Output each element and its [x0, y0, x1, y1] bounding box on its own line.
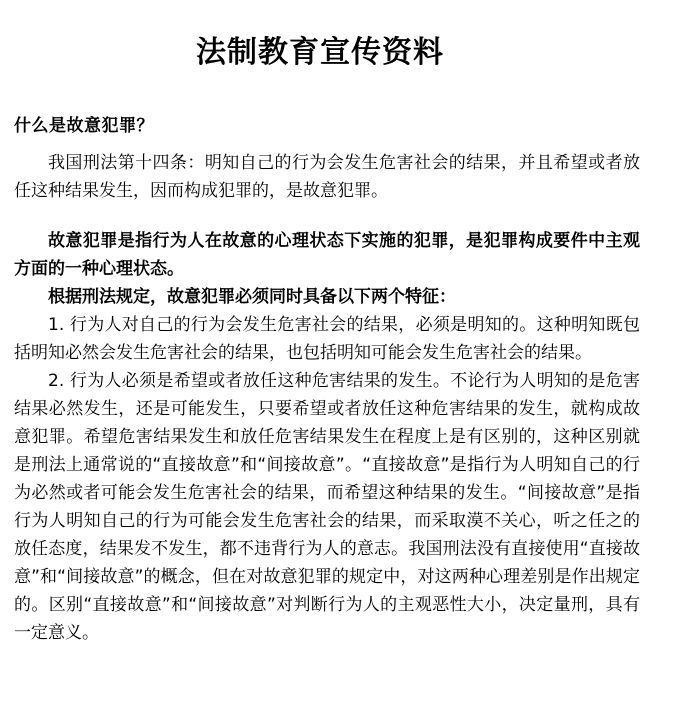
- paragraph-conditions-lead: 根据刑法规定，故意犯罪必须同时具备以下两个特征：: [48, 287, 456, 307]
- paragraph-feature-2: 2. 行为人必须是希望或者放任这种危害结果的发生。不论行为人明知的是危害结果必然发生，还是可能发生，只要希望或者放任这种危害结果的发生，就构成故意犯罪。希望危害结果发生和放任危害结果发生在程度上是有区别的，这种区别就是刑法上通常说的“直接故意”和“间接故意”。“直接故意”是指行为人明知自己的行为必然或者可能会发生危害社会的结果，而希望这种结果的发生。“间接故意”是指行为人明知自己的行为可能会发生危害社会的结果，而采取漠不关心，听之任之的放任态度，结果发不发生，都不违背行为人的意志。我国刑法没有直接使用“直接故意”和“间接故意”的概念，但在对故意犯罪的规定中，对这两种心理差别是作出规定的。区别“直接故意”和“间接故意”对判断行为人的主观恶性大小，决定量刑，具有一定意义。: [14, 371, 640, 643]
- page-title: 法制教育宣传资料: [196, 35, 444, 70]
- section-heading-what-is-intentional-crime: 什么是故意犯罪？: [14, 116, 154, 136]
- paragraph-feature-1: 1. 行为人对自己的行为会发生危害社会的结果，必须是明知的。这种明知既包括明知必然会发生危害社会的结果，也包括明知可能会发生危害社会的结果。: [14, 315, 640, 363]
- paragraph-definition: 故意犯罪是指行为人在故意的心理状态下实施的犯罪，是犯罪构成要件中主观方面的一种心理状态。: [14, 231, 640, 279]
- paragraph-intro: 我国刑法第十四条：明知自己的行为会发生危害社会的结果，并且希望或者放任这种结果发生，因而构成犯罪的，是故意犯罪。: [14, 153, 640, 201]
